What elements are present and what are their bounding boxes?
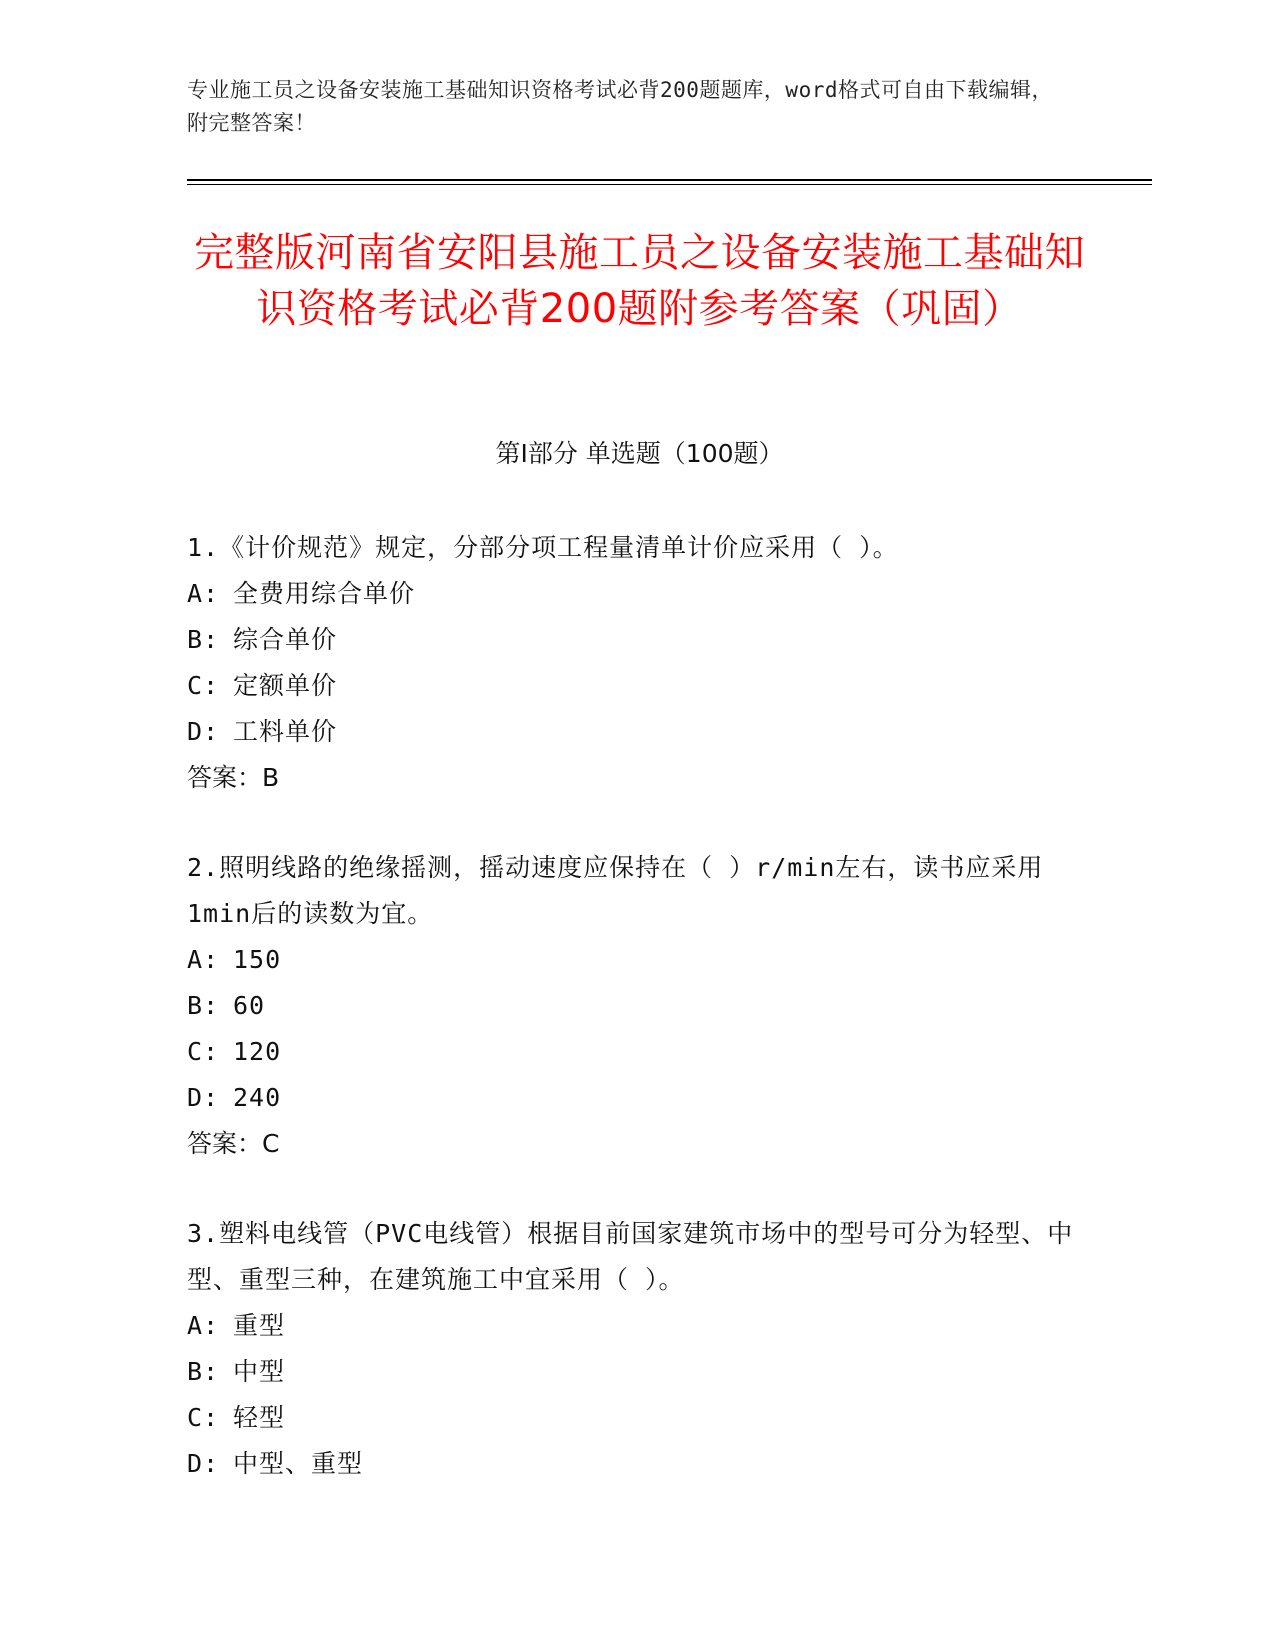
- option-b: [187, 1349, 1087, 1395]
- option-c: [187, 663, 1087, 709]
- answer-line: 答案：C: [187, 1129, 280, 1158]
- option-text: 轻型: [233, 1403, 286, 1432]
- option-d: [187, 1075, 1087, 1121]
- option-letter: C:: [187, 671, 220, 700]
- header-rule-thick: [187, 179, 1152, 181]
- option-letter: B:: [187, 625, 220, 654]
- question-stem: 1.《计价规范》规定，分部分项工程量清单计价应采用（ ）。: [187, 533, 899, 562]
- header-note: 专业施工员之设备安装施工基础知识资格考试必背200题题库，word格式可自由下载编辑，附完整答案！: [187, 78, 1053, 135]
- question-stem: 3.塑料电线管（PVC电线管）根据目前国家建筑市场中的型号可分为轻型、中型、重型三种，在建筑施工中宜采用（ ）。: [187, 1219, 1074, 1294]
- option-text: 全费用综合单价: [233, 579, 416, 608]
- option-c: [187, 1395, 1087, 1441]
- header-rule-thin: [187, 184, 1152, 185]
- option-text: 工料单价: [233, 717, 338, 746]
- option-letter: D:: [187, 717, 220, 746]
- option-letter: D:: [187, 1449, 220, 1478]
- question-3: [187, 1211, 1087, 1487]
- option-letter: B:: [187, 1357, 220, 1386]
- option-d: [187, 709, 1087, 755]
- option-b: [187, 617, 1087, 663]
- option-a: [187, 571, 1087, 617]
- option-text: 中型、重型: [233, 1449, 364, 1478]
- option-text: 60: [233, 991, 266, 1020]
- question-list: [187, 525, 1087, 1531]
- option-letter: C:: [187, 1037, 220, 1066]
- question-stem: 2.照明线路的绝缘摇测，摇动速度应保持在（ ）r/min左右，读书应采用1min后的读数为宜。: [187, 853, 1044, 928]
- option-letter: A:: [187, 579, 220, 608]
- option-text: 定额单价: [233, 671, 338, 700]
- option-text: 综合单价: [233, 625, 338, 654]
- option-text: 重型: [233, 1311, 286, 1340]
- option-a: [187, 1303, 1087, 1349]
- document-title: 完整版河南省安阳县施工员之设备安装施工基础知识资格考试必背200题附参考答案（巩固）: [194, 230, 1085, 332]
- option-letter: D:: [187, 1083, 220, 1112]
- option-text: 120: [233, 1037, 282, 1066]
- option-c: [187, 1029, 1087, 1075]
- option-text: 150: [233, 945, 282, 974]
- option-a: [187, 937, 1087, 983]
- option-text: 中型: [233, 1357, 286, 1386]
- option-d: [187, 1441, 1087, 1487]
- option-text: 240: [233, 1083, 282, 1112]
- option-letter: A:: [187, 945, 220, 974]
- question-2: [187, 845, 1087, 1167]
- option-letter: B:: [187, 991, 220, 1020]
- option-letter: C:: [187, 1403, 220, 1432]
- option-letter: A:: [187, 1311, 220, 1340]
- answer-line: 答案：B: [187, 763, 280, 792]
- question-1: [187, 525, 1087, 801]
- option-b: [187, 983, 1087, 1029]
- section-title: 第I部分 单选题（100题）: [495, 439, 784, 468]
